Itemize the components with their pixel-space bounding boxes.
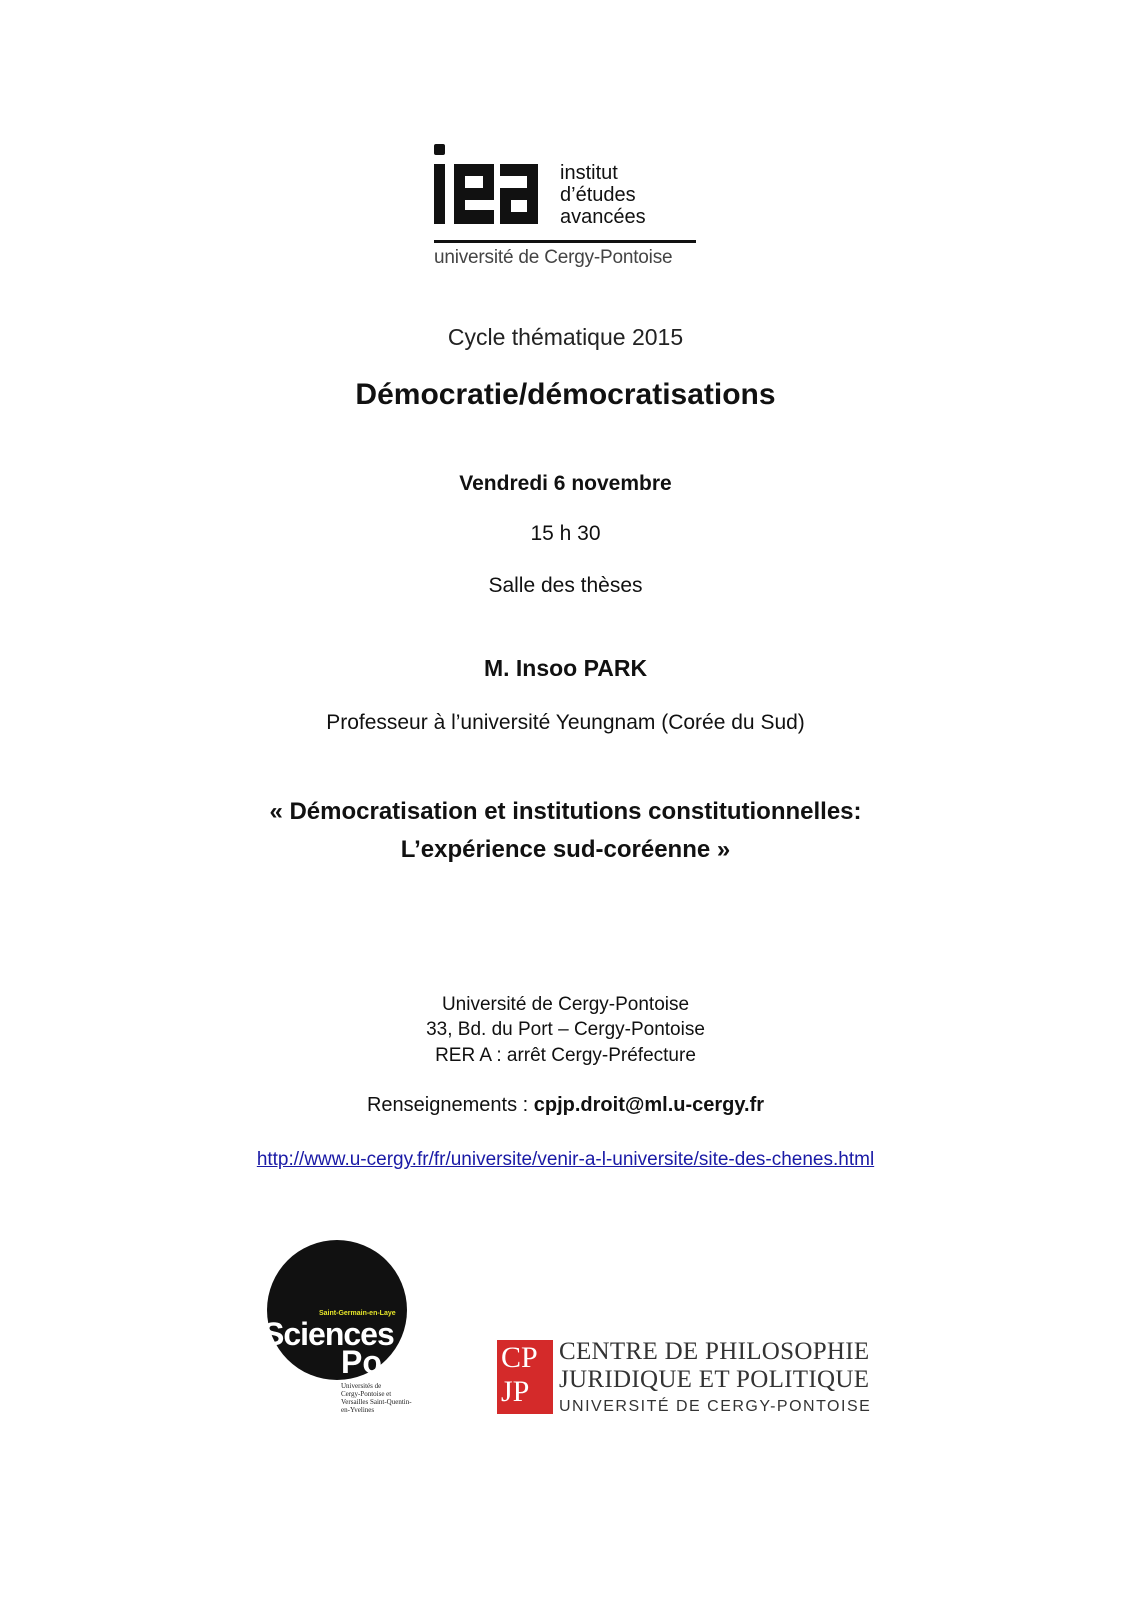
sciences-po-caption-line: Versailles Saint-Quentin- (341, 1398, 412, 1406)
cpjp-monogram-top: CP (501, 1341, 538, 1374)
cycle-label: Cycle thématique 2015 (447, 324, 684, 350)
sciences-po-word-2: Po (341, 1344, 382, 1380)
contact-info (0, 1094, 1131, 1117)
iea-logo (434, 144, 702, 274)
theme-title: Démocratie/démocratisations (355, 378, 776, 411)
event-room: Salle des thèses (488, 574, 643, 597)
cpjp-line-1: CENTRE DE PHILOSOPHIE (559, 1338, 870, 1365)
venue-line-3: RER A : arrêt Cergy-Préfecture (435, 1045, 696, 1066)
sciences-po-caption (341, 1382, 412, 1414)
venue-link[interactable]: http://www.u-cergy.fr/fr/universite/venir-a-l-universite/site-des-chenes.html (256, 1149, 875, 1170)
cpjp-monogram-bottom: JP (501, 1375, 530, 1408)
cpjp-line-3: UNIVERSITÉ DE CERGY-PONTOISE (559, 1398, 872, 1415)
iea-university-name: université de Cergy-Pontoise (434, 247, 673, 268)
iea-word-line-3: avancées (560, 206, 646, 228)
cpjp-logo (497, 1338, 877, 1418)
cpjp-monogram (497, 1340, 553, 1414)
sciences-po-logo (263, 1240, 443, 1420)
contact-label: Renseignements : (366, 1094, 534, 1116)
iea-word-line-2: d’études (560, 184, 636, 206)
talk-title-line-1: « Démocratisation et institutions constitutionnelles: (269, 798, 862, 825)
venue-line-2: 33, Bd. du Port – Cergy-Pontoise (426, 1019, 705, 1040)
sciences-po-caption-line: Universités de (341, 1382, 382, 1390)
iea-word-line-1: institut (560, 162, 618, 184)
sciences-po-location: Saint-Germain-en-Laye (319, 1310, 396, 1317)
venue-line-1: Université de Cergy-Pontoise (441, 994, 690, 1015)
contact-email[interactable]: cpjp.droit@ml.u-cergy.fr (533, 1094, 765, 1116)
speaker-name: M. Insoo PARK (483, 655, 648, 681)
event-time: 15 h 30 (530, 522, 601, 545)
speaker-affiliation: Professeur à l’université Yeungnam (Corée du Sud) (326, 711, 805, 734)
event-date: Vendredi 6 novembre (459, 472, 672, 495)
cpjp-line-2: JURIDIQUE ET POLITIQUE (559, 1366, 870, 1393)
sciences-po-caption-line: Cergy-Pontoise et (341, 1390, 392, 1398)
iea-mark-icon (434, 144, 558, 234)
venue-url (0, 1149, 1131, 1171)
talk-title-line-2: L’expérience sud-coréenne » (400, 836, 731, 863)
sciences-po-caption-line: en-Yvelines (341, 1406, 375, 1414)
sciences-po-word-1: Sciences (263, 1316, 394, 1352)
iea-divider (434, 240, 696, 243)
